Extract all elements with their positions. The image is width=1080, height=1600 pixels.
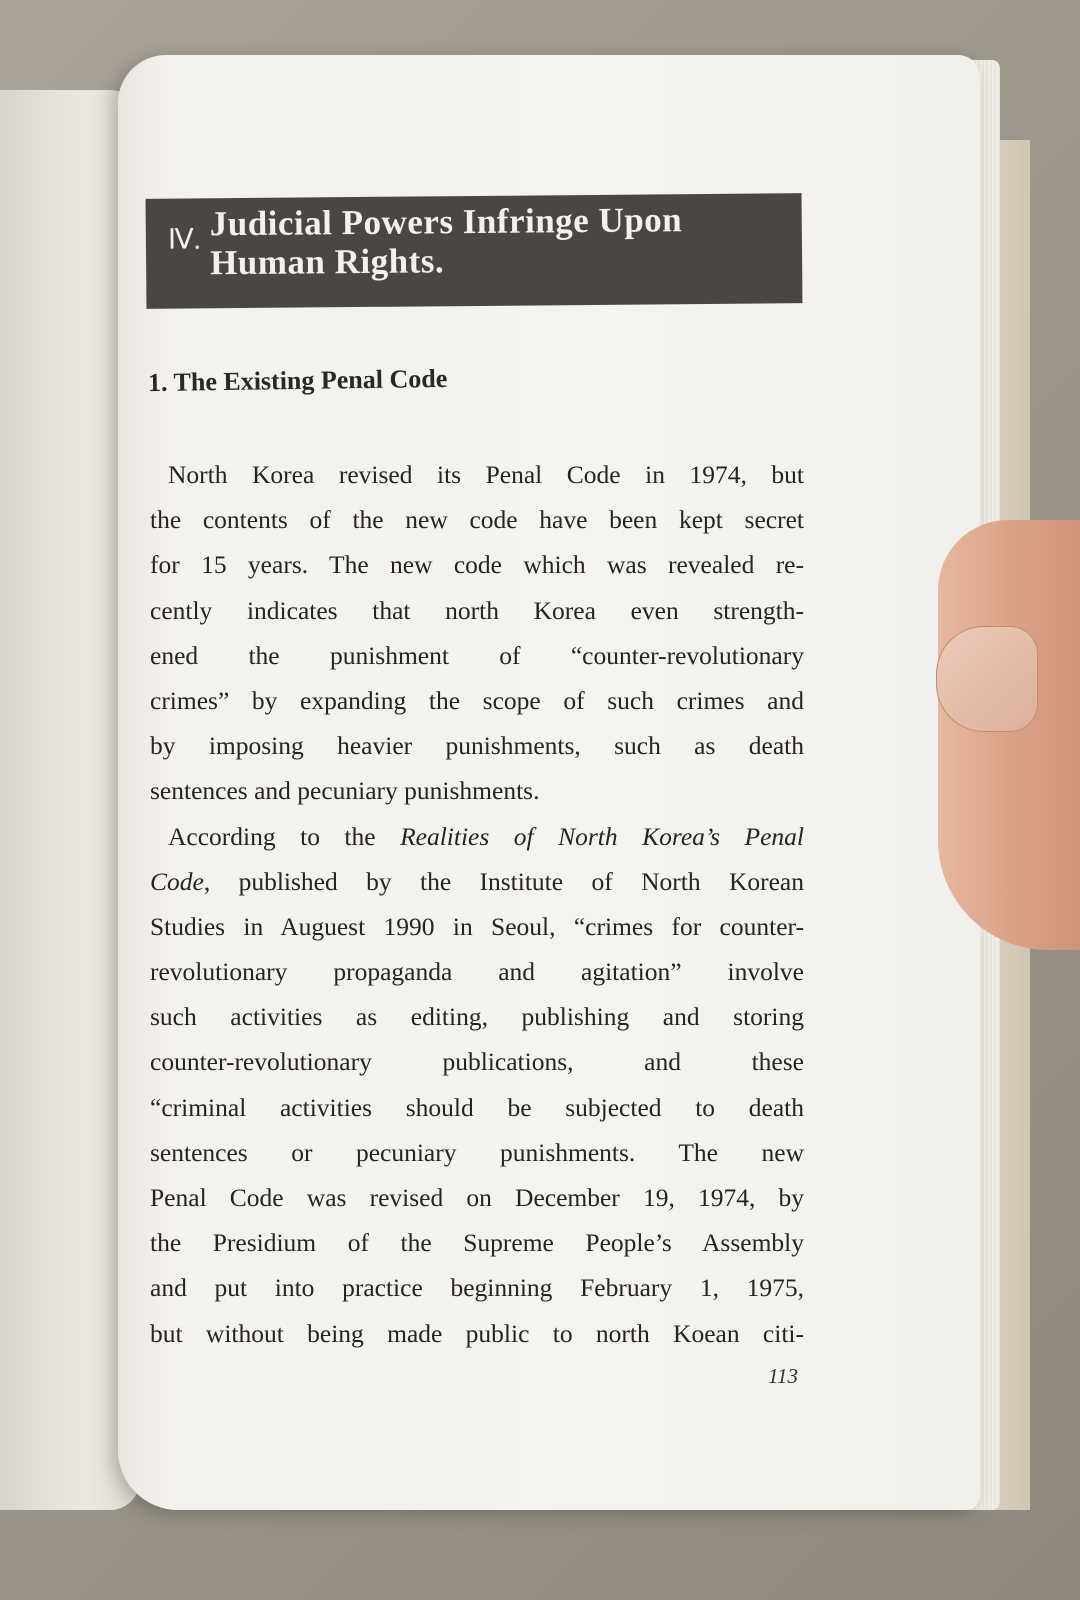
- paragraph-2-line: but without being made public to north Koean citi-: [150, 1318, 804, 1348]
- paragraph-1-line: the contents of the new code have been kept secret: [150, 505, 804, 535]
- book-title: Realities of North Korea’s Penal: [400, 821, 804, 851]
- paragraph-2-line: “criminal activities should be subjected to death: [150, 1092, 804, 1122]
- paragraph-1-line: sentences and pecuniary punishments.: [150, 776, 540, 806]
- paragraph-1-line: crimes” by expanding the scope of such crimes and: [150, 685, 804, 715]
- paragraph-1-line: ened the punishment of “counter-revolutionary: [150, 640, 804, 670]
- holding-hand: [938, 520, 1080, 950]
- paragraph-2-line: and put into practice beginning February 1, 1975,: [150, 1273, 804, 1303]
- page-number: 113: [768, 1364, 798, 1388]
- chapter-title: [210, 199, 791, 282]
- chapter-title-line-2: Human Rights.: [209, 241, 445, 283]
- paragraph-2-line: such activities as editing, publishing and storing: [150, 1002, 804, 1032]
- paragraph-2-line: counter-revolutionary publications, and these: [150, 1047, 804, 1077]
- paragraph-2-line: Penal Code was revised on December 19, 1974, by: [150, 1183, 804, 1212]
- paragraph-2-line: Studies in Auguest 1990 in Seoul, “crimes for counter-: [150, 911, 804, 941]
- paragraph-1-line: North Korea revised its Penal Code in 1974, but: [168, 460, 804, 489]
- paragraph-1-line: for 15 years. The new code which was revealed re-: [150, 550, 804, 580]
- chapter-numeral: Ⅳ.: [167, 224, 201, 256]
- thumb-nail: [936, 626, 1038, 732]
- paragraph-1-line: cently indicates that north Korea even strength-: [150, 595, 804, 625]
- chapter-banner: [146, 193, 803, 309]
- paragraph-2-publisher: , published by the Institute of North Korean: [203, 866, 804, 896]
- body-text: [150, 452, 804, 1356]
- paragraph-2-line: the Presidium of the Supreme People’s Assembly: [150, 1228, 804, 1258]
- paragraph-2-line: [150, 859, 804, 904]
- paragraph-2-line: [150, 814, 804, 859]
- paragraph-2-intro: According to the: [168, 821, 401, 851]
- paragraph-2-line: revolutionary propaganda and agitation” involve: [150, 957, 804, 987]
- book-title-continued: Code: [150, 866, 204, 896]
- section-heading: 1. The Existing Penal Code: [147, 363, 448, 398]
- paragraph-2-line: sentences or pecuniary punishments. The new: [150, 1137, 804, 1167]
- paragraph-1-line: by imposing heavier punishments, such as death: [150, 731, 804, 761]
- chapter-title-line-1: Judicial Powers Infringe Upon: [209, 200, 683, 244]
